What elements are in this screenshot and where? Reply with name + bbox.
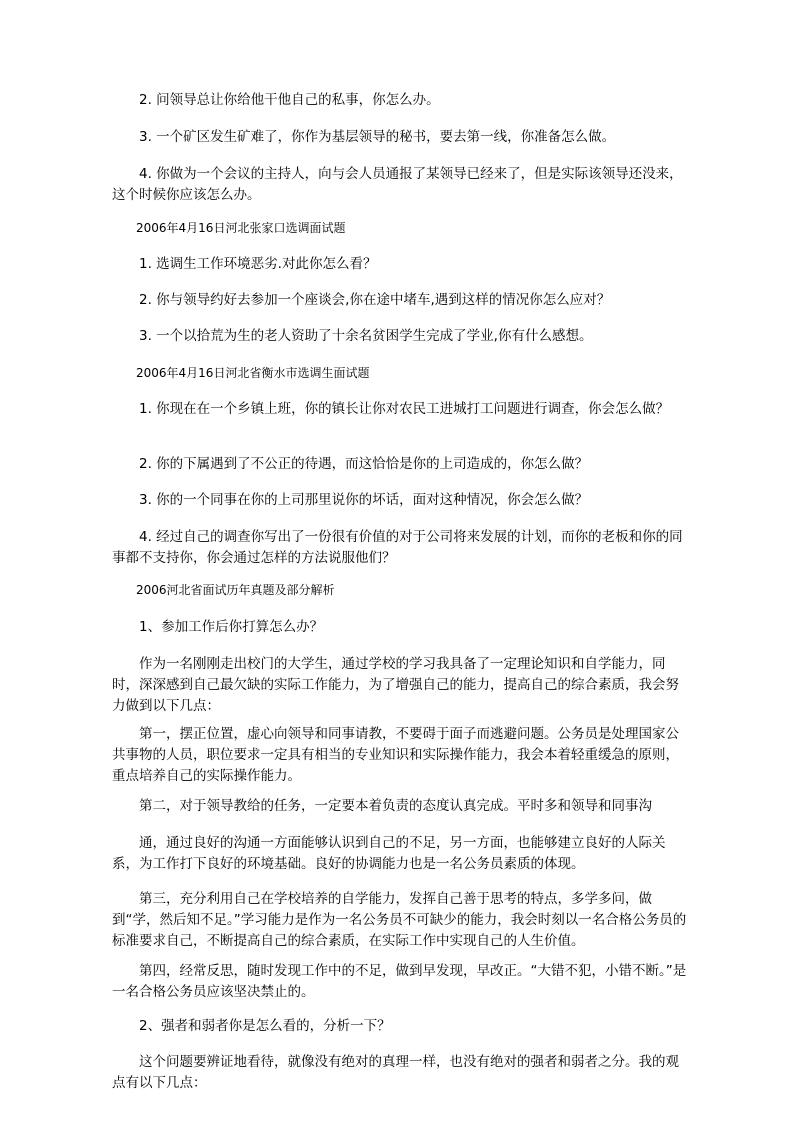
paragraph-q3-mine-accident: 3. 一个矿区发生矿难了，你作为基层领导的秘书，要去第一线，你准备怎么做。 [112, 129, 616, 145]
paragraph-q4-meeting-host: 4. 你做为一个会议的主持人，向与会人员通报了某领导已经来了，但是实际该领导还没来，这个时候你应该怎么办。 [112, 166, 683, 203]
heading-hengshui-2006: 2006年4月16日河北省衡水市选调生面试题 [112, 366, 370, 380]
paragraph-analysis-q1: 1、参加工作后你打算怎么办？ [112, 619, 324, 635]
paragraph-answer-intro: 作为一名刚刚走出校门的大学生，通过学校的学习我具备了一定理论知识和自学能力，同时，深深感到自己最欠缺的实际工作能力，为了增强自己的能力，提高自己的综合素质，我会努力做到以下几点： [112, 656, 679, 714]
paragraph-answer-second-cont: 通，通过良好的沟通一方面能够认识到自己的不足，另一方面，也能够建立良好的人际关系，为工作打下良好的环境基础。良好的协调能力也是一名公务员素质的体现。 [112, 835, 666, 872]
paragraph-hs-q2: 2. 你的下属遇到了不公正的待遇，而这恰恰是你的上司造成的，你怎么做？ [112, 456, 589, 472]
paragraph-q2-answer: 这个问题要辨证地看待，就像没有绝对的真理一样，也没有绝对的强者和弱者之分。我的观点有以下几点： [112, 1054, 679, 1091]
paragraph-zjk-q2: 2. 你与领导约好去参加一个座谈会,你在途中堵车,遇到这样的情况你怎么应对？ [112, 292, 611, 308]
paragraph-hs-q4: 4. 经过自己的调查你写出了一份很有价值的对于公司将来发展的计划，而你的老板和你的同事都不支持你，你会通过怎样的方法说服他们？ [112, 529, 683, 566]
paragraph-answer-second: 第二，对于领导教给的任务，一定要本着负责的态度认真完成。平时多和领导和同事沟 [112, 798, 652, 814]
paragraph-analysis-q2: 2、强者和弱者你是怎么看的，分析一下？ [112, 1018, 391, 1034]
paragraph-zjk-q3: 3. 一个以拾荒为生的老人资助了十余名贫困学生完成了学业,你有什么感想。 [112, 328, 593, 344]
heading-hebei-analysis-2006: 2006河北省面试历年真题及部分解析 [112, 583, 335, 597]
paragraph-hs-q3: 3. 你的一个同事在你的上司那里说你的坏话，面对这种情况，你会怎么做？ [112, 492, 589, 508]
paragraph-q2-private-matters: 2. 问领导总让你给他干他自己的私事，你怎么办。 [112, 92, 440, 108]
paragraph-hs-q1: 1. 你现在在一个乡镇上班，你的镇长让你对农民工进城打工问题进行调查，你会怎么做？ [112, 401, 670, 417]
paragraph-answer-third: 第三，充分利用自己在学校培养的自学能力，发挥自己善于思考的特点，多学多问，做到“学，然后知不足。”学习能力是作为一名公务员不可缺少的能力，我会时刻以一名合格公务员的标准要求自己，不断提高自己的综合素质，在实际工作中实现自己的人生价值。 [112, 891, 687, 949]
paragraph-answer-fourth: 第四，经常反思，随时发现工作中的不足，做到早发现，早改正。“大错不犯，小错不断。”是一名合格公务员应该坚决禁止的。 [112, 963, 687, 1000]
heading-zhangjiakou-2006: 2006年4月16日河北张家口选调面试题 [112, 221, 346, 235]
paragraph-zjk-q1: 1. 选调生工作环境恶劣.对此你怎么看？ [112, 256, 377, 272]
paragraph-answer-first: 第一，摆正位置，虚心向领导和同事请教，不要碍于面子而逃避问题。公务员是处理国家公共事物的人员，职位要求一定具有相当的专业知识和实际操作能力，我会本着轻重缓急的原则，重点培养自己的实际操作能力。 [112, 726, 679, 784]
